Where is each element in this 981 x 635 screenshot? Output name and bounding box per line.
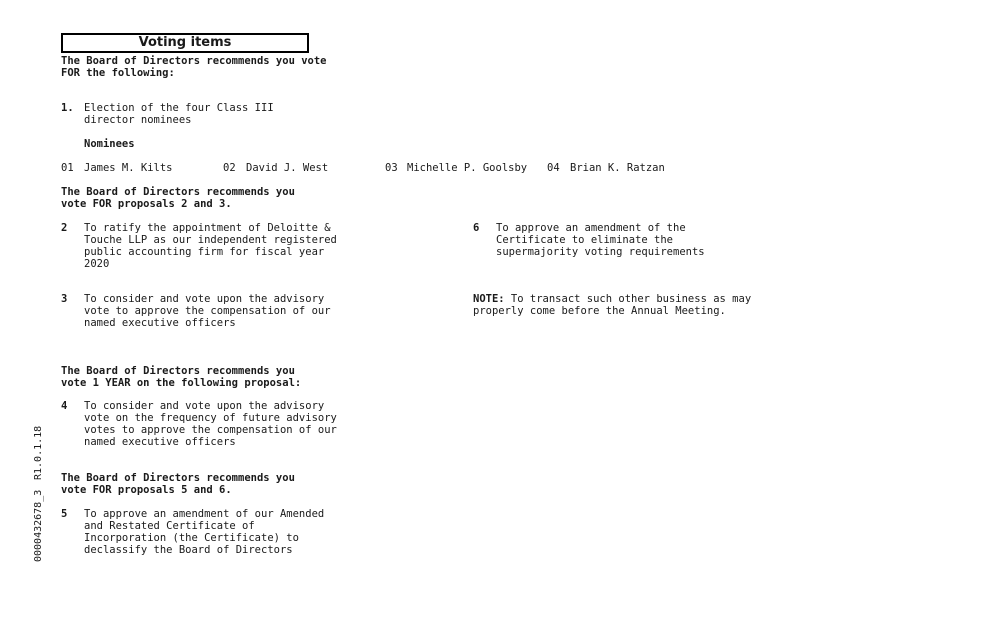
item-5-line3: Incorporation (the Certificate) to (84, 532, 299, 544)
nominees-label: Nominees (84, 138, 135, 150)
voting-items-header: Voting items (61, 33, 309, 53)
item-4-line2: vote on the frequency of future advisory (84, 412, 337, 424)
nominee-3-name: Michelle P. Goolsby (407, 162, 528, 174)
recommendation-2-3-line1: The Board of Directors recommends you (61, 186, 295, 198)
recommendation-1-line1: The Board of Directors recommends you vote (61, 55, 327, 67)
item-6-number: 6 (473, 222, 480, 234)
recommendation-5-6-line2: vote FOR proposals 5 and 6. (61, 484, 232, 496)
item-3-line3: named executive officers (84, 317, 236, 329)
nominee-2-name: David J. West (246, 162, 329, 174)
item-2-line3: public accounting firm for fiscal year (84, 246, 325, 258)
recommendation-2-3-line2: vote FOR proposals 2 and 3. (61, 198, 232, 210)
item-3-line2: vote to approve the compensation of our (84, 305, 331, 317)
item-5-line1: To approve an amendment of our Amended (84, 508, 325, 520)
item-2-line1: To ratify the appointment of Deloitte & (84, 222, 331, 234)
note-line2: properly come before the Annual Meeting. (473, 305, 726, 317)
nominee-3-number: 03 (385, 162, 398, 174)
nominee-4-number: 04 (547, 162, 560, 174)
note-line1 (473, 293, 751, 305)
nominee-2-number: 02 (223, 162, 236, 174)
item-6-line1: To approve an amendment of the (496, 222, 686, 234)
item-6-line2: Certificate to eliminate the (496, 234, 674, 246)
item-5-line2: and Restated Certificate of (84, 520, 255, 532)
item-1-line2: director nominees (84, 114, 192, 126)
item-3-line1: To consider and vote upon the advisory (84, 293, 325, 305)
item-4-number: 4 (61, 400, 68, 412)
item-5-number: 5 (61, 508, 68, 520)
item-4-line3: votes to approve the compensation of our (84, 424, 337, 436)
item-4-line1: To consider and vote upon the advisory (84, 400, 325, 412)
item-5-line4: declassify the Board of Directors (84, 544, 293, 556)
recommendation-5-6-line1: The Board of Directors recommends you (61, 472, 295, 484)
recommendation-1-line2: FOR the following: (61, 67, 175, 79)
item-2-number: 2 (61, 222, 68, 234)
note-label: NOTE: (473, 293, 505, 305)
note-text: To transact such other business as may (504, 293, 752, 305)
item-4-line4: named executive officers (84, 436, 236, 448)
revision-code: R1.0.1.18 (33, 425, 44, 480)
recommendation-4-line2: vote 1 YEAR on the following proposal: (61, 377, 302, 389)
nominee-1-name: James M. Kilts (84, 162, 173, 174)
item-2-line4: 2020 (84, 258, 110, 270)
item-1-line1: Election of the four Class III (84, 102, 274, 114)
item-3-number: 3 (61, 293, 68, 305)
nominee-4-name: Brian K. Ratzan (570, 162, 665, 174)
item-6-line3: supermajority voting requirements (496, 246, 705, 258)
item-2-line2: Touche LLP as our independent registered (84, 234, 337, 246)
document-code: 0000432678_3 (33, 489, 44, 562)
nominee-1-number: 01 (61, 162, 74, 174)
recommendation-4-line1: The Board of Directors recommends you (61, 365, 295, 377)
item-1-number: 1. (61, 102, 74, 114)
